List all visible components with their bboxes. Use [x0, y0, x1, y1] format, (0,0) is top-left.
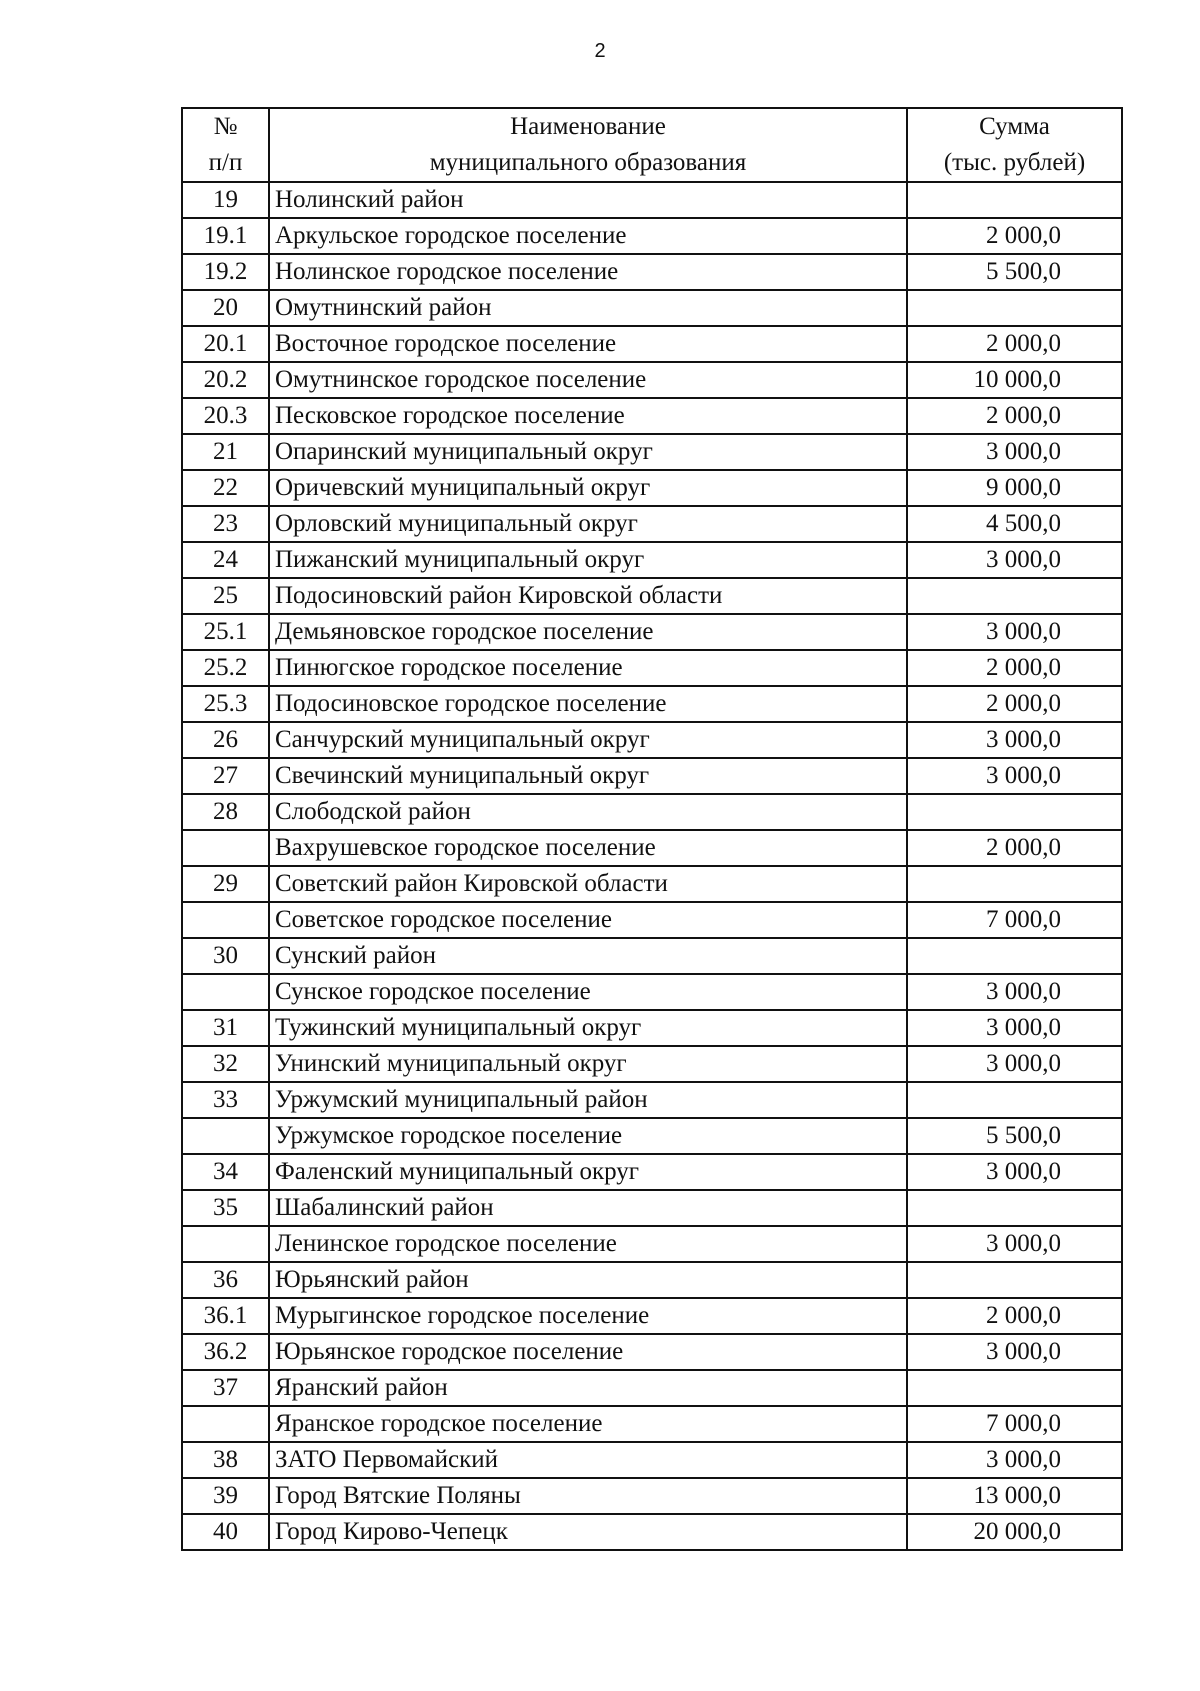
header-name-line-2: муниципального образования [429, 149, 747, 176]
municipality-name-cell: Восточное городское поселение [269, 326, 907, 362]
amount-cell: 2 000,0 [907, 1298, 1122, 1334]
row-number-cell: 38 [182, 1442, 269, 1478]
row-number-cell [182, 902, 269, 938]
amount-cell: 2 000,0 [907, 326, 1122, 362]
table-row [182, 254, 1122, 290]
municipality-name-cell: Город Кирово-Чепецк [269, 1514, 907, 1550]
row-number-cell: 28 [182, 794, 269, 830]
municipality-name-cell: Пинюгское городское поселение [269, 650, 907, 686]
header-name-line-1: Наименование [510, 113, 666, 140]
table-row [182, 758, 1122, 794]
amount-cell: 2 000,0 [907, 830, 1122, 866]
table-row [182, 1262, 1122, 1298]
municipality-name-cell: Советское городское поселение [269, 902, 907, 938]
row-number-cell: 30 [182, 938, 269, 974]
amount-cell: 3 000,0 [907, 1046, 1122, 1082]
row-number-cell [182, 974, 269, 1010]
municipality-name-cell: Тужинский муниципальный округ [269, 1010, 907, 1046]
table-header [182, 108, 1122, 182]
municipality-name-cell: Юрьянский район [269, 1262, 907, 1298]
row-number-cell [182, 1118, 269, 1154]
amount-cell: 20 000,0 [907, 1514, 1122, 1550]
amount-cell [907, 866, 1122, 902]
row-number-cell: 27 [182, 758, 269, 794]
municipality-name-cell: Шабалинский район [269, 1190, 907, 1226]
municipality-name-cell: Песковское городское поселение [269, 398, 907, 434]
header-number [182, 108, 269, 182]
table-row [182, 938, 1122, 974]
row-number-cell: 37 [182, 1370, 269, 1406]
amount-cell [907, 182, 1122, 218]
row-number-cell: 22 [182, 470, 269, 506]
row-number-cell [182, 830, 269, 866]
municipality-name-cell: Город Вятские Поляны [269, 1478, 907, 1514]
municipality-name-cell: Нолинский район [269, 182, 907, 218]
row-number-cell: 19.1 [182, 218, 269, 254]
amount-cell [907, 1370, 1122, 1406]
municipality-name-cell: Слободской район [269, 794, 907, 830]
municipality-name-cell: Мурыгинское городское поселение [269, 1298, 907, 1334]
row-number-cell: 24 [182, 542, 269, 578]
table-row [182, 614, 1122, 650]
header-name [269, 108, 907, 182]
municipality-name-cell: Ленинское городское поселение [269, 1226, 907, 1262]
municipality-name-cell: Оричевский муниципальный округ [269, 470, 907, 506]
row-number-cell: 40 [182, 1514, 269, 1550]
table-row [182, 326, 1122, 362]
municipality-name-cell: Яранский район [269, 1370, 907, 1406]
amount-cell [907, 794, 1122, 830]
municipality-name-cell: Юрьянское городское поселение [269, 1334, 907, 1370]
table-row [182, 578, 1122, 614]
table-row [182, 1082, 1122, 1118]
table-row [182, 398, 1122, 434]
municipality-name-cell: Нолинское городское поселение [269, 254, 907, 290]
amount-cell: 3 000,0 [907, 1226, 1122, 1262]
municipality-name-cell: Демьяновское городское поселение [269, 614, 907, 650]
municipality-name-cell: Сунский район [269, 938, 907, 974]
row-number-cell [182, 1226, 269, 1262]
row-number-cell: 34 [182, 1154, 269, 1190]
municipality-name-cell: Подосиновское городское поселение [269, 686, 907, 722]
header-sum [907, 108, 1122, 182]
row-number-cell: 25 [182, 578, 269, 614]
municipality-name-cell: Свечинский муниципальный округ [269, 758, 907, 794]
header-sum-line-1: Сумма [979, 113, 1050, 140]
municipality-name-cell: Унинский муниципальный округ [269, 1046, 907, 1082]
table-row [182, 1046, 1122, 1082]
amount-cell: 2 000,0 [907, 650, 1122, 686]
row-number-cell: 19 [182, 182, 269, 218]
amount-cell: 3 000,0 [907, 1154, 1122, 1190]
row-number-cell: 25.2 [182, 650, 269, 686]
table-row [182, 1370, 1122, 1406]
municipality-name-cell: Фаленский муниципальный округ [269, 1154, 907, 1190]
row-number-cell: 20.3 [182, 398, 269, 434]
table-row [182, 1226, 1122, 1262]
municipality-name-cell: Санчурский муниципальный округ [269, 722, 907, 758]
table-row [182, 182, 1122, 218]
amount-cell: 9 000,0 [907, 470, 1122, 506]
amount-cell: 3 000,0 [907, 434, 1122, 470]
municipality-name-cell: Сунское городское поселение [269, 974, 907, 1010]
row-number-cell: 36 [182, 1262, 269, 1298]
municipality-name-cell: Советский район Кировской области [269, 866, 907, 902]
row-number-cell: 29 [182, 866, 269, 902]
header-number-line-1: № [213, 113, 238, 140]
municipality-name-cell: Аркульское городское поселение [269, 218, 907, 254]
table-row [182, 830, 1122, 866]
amount-cell: 3 000,0 [907, 614, 1122, 650]
table-row [182, 434, 1122, 470]
table-body [182, 182, 1122, 1550]
amount-cell: 3 000,0 [907, 1010, 1122, 1046]
municipality-name-cell: Омутнинский район [269, 290, 907, 326]
municipality-name-cell: ЗАТО Первомайский [269, 1442, 907, 1478]
row-number-cell: 19.2 [182, 254, 269, 290]
municipality-name-cell: Яранское городское поселение [269, 1406, 907, 1442]
table-row [182, 974, 1122, 1010]
amount-cell: 5 500,0 [907, 1118, 1122, 1154]
amount-cell: 3 000,0 [907, 1334, 1122, 1370]
row-number-cell: 25.3 [182, 686, 269, 722]
amount-cell [907, 1262, 1122, 1298]
header-number-line-2: п/п [208, 149, 243, 176]
amount-cell: 4 500,0 [907, 506, 1122, 542]
row-number-cell: 31 [182, 1010, 269, 1046]
amount-cell: 13 000,0 [907, 1478, 1122, 1514]
row-number-cell: 35 [182, 1190, 269, 1226]
row-number-cell: 26 [182, 722, 269, 758]
municipality-name-cell: Уржумский муниципальный район [269, 1082, 907, 1118]
table-row [182, 1334, 1122, 1370]
header-sum-line-2: (тыс. рублей) [943, 149, 1086, 176]
municipality-name-cell: Омутнинское городское поселение [269, 362, 907, 398]
table-row [182, 650, 1122, 686]
table-row [182, 1190, 1122, 1226]
amount-cell: 3 000,0 [907, 542, 1122, 578]
municipality-name-cell: Подосиновский район Кировской области [269, 578, 907, 614]
municipality-name-cell: Пижанский муниципальный округ [269, 542, 907, 578]
table-row [182, 1010, 1122, 1046]
table-row [182, 506, 1122, 542]
municipality-name-cell: Уржумское городское поселение [269, 1118, 907, 1154]
amount-cell: 7 000,0 [907, 1406, 1122, 1442]
row-number-cell: 20.2 [182, 362, 269, 398]
table-row [182, 1118, 1122, 1154]
amount-cell: 5 500,0 [907, 254, 1122, 290]
row-number-cell: 21 [182, 434, 269, 470]
table-row [182, 470, 1122, 506]
amount-cell: 7 000,0 [907, 902, 1122, 938]
row-number-cell: 33 [182, 1082, 269, 1118]
table-row [182, 218, 1122, 254]
amount-cell: 2 000,0 [907, 686, 1122, 722]
municipality-name-cell: Орловский муниципальный округ [269, 506, 907, 542]
row-number-cell: 25.1 [182, 614, 269, 650]
row-number-cell: 20 [182, 290, 269, 326]
table-row [182, 1442, 1122, 1478]
row-number-cell: 36.2 [182, 1334, 269, 1370]
amount-cell [907, 1190, 1122, 1226]
row-number-cell: 23 [182, 506, 269, 542]
amount-cell: 2 000,0 [907, 398, 1122, 434]
municipality-name-cell: Опаринский муниципальный округ [269, 434, 907, 470]
row-number-cell: 39 [182, 1478, 269, 1514]
amount-cell: 3 000,0 [907, 722, 1122, 758]
table-row [182, 290, 1122, 326]
table-row [182, 866, 1122, 902]
table-row [182, 1514, 1122, 1550]
table-row [182, 902, 1122, 938]
table-row [182, 686, 1122, 722]
allocation-table [181, 107, 1123, 1551]
header-row [182, 108, 1122, 182]
amount-cell [907, 938, 1122, 974]
table-row [182, 362, 1122, 398]
amount-cell: 3 000,0 [907, 758, 1122, 794]
amount-cell [907, 290, 1122, 326]
row-number-cell: 32 [182, 1046, 269, 1082]
table-row [182, 542, 1122, 578]
table-row [182, 1478, 1122, 1514]
amount-cell [907, 578, 1122, 614]
municipality-name-cell: Вахрушевское городское поселение [269, 830, 907, 866]
amount-cell: 10 000,0 [907, 362, 1122, 398]
table-row [182, 1406, 1122, 1442]
table-row [182, 794, 1122, 830]
page-number: 2 [594, 40, 606, 62]
amount-cell: 3 000,0 [907, 1442, 1122, 1478]
amount-cell: 2 000,0 [907, 218, 1122, 254]
row-number-cell: 20.1 [182, 326, 269, 362]
row-number-cell: 36.1 [182, 1298, 269, 1334]
row-number-cell [182, 1406, 269, 1442]
table-row [182, 1298, 1122, 1334]
table-row [182, 722, 1122, 758]
amount-cell [907, 1082, 1122, 1118]
amount-cell: 3 000,0 [907, 974, 1122, 1010]
table-row [182, 1154, 1122, 1190]
